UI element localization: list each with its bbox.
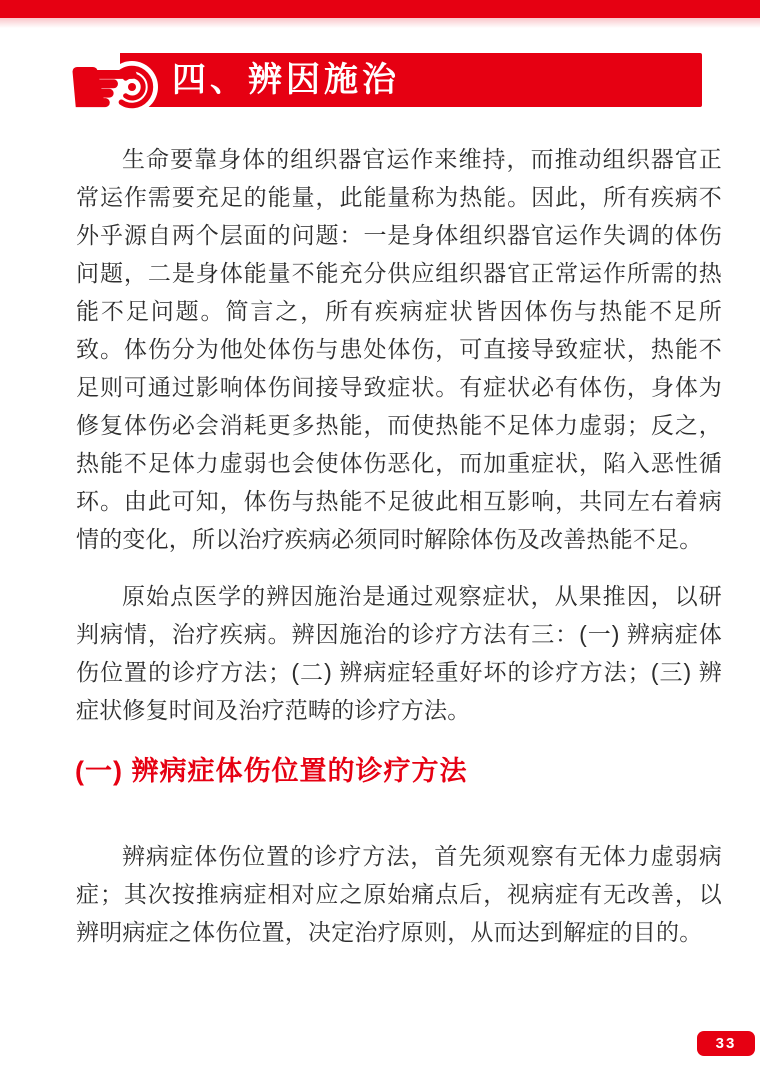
page-number: 33 (715, 1035, 737, 1052)
body-paragraph-2: 原始点医学的辨因施治是通过观察症状，从果推因，以研判病情，治疗疾病。辨因施治的诊疗方法有三：(一) 辨病症体伤位置的诊疗方法；(二) 辨病症轻重好坏的诊疗方法；(三) 辨症状修复时间及治疗范畴的诊疗方法。 (76, 583, 722, 723)
body-paragraph-1: 生命要靠身体的组织器官运作来维持，而推动组织器官正常运作需要充足的能量，此能量称为热能。因此，所有疾病不外乎源自两个层面的问题：一是身体组织器官运作失调的体伤问题，二是身体能量不能充分供应组织器官正常运作所需的热能不足问题。简言之，所有疾病症状皆因体伤与热能不足所致。体伤分为他处体伤与患处体伤，可直接导致症状，热能不足则可通过影响体伤间接导致症状。有症状必有体伤，身体为修复体伤必会消耗更多热能，而使热能不足体力虚弱；反之，热能不足体力虚弱也会使体伤恶化，而加重症状，陷入恶性循环。由此可知，体伤与热能不足彼此相互影响，共同左右着病情的变化，所以治疗疾病必须同时解除体伤及改善热能不足。 (76, 146, 722, 552)
chapter-banner (120, 53, 702, 107)
section-heading-1: (一) 辨病症体伤位置的诊疗方法 (75, 756, 468, 786)
body-paragraph-3: 辨病症体伤位置的诊疗方法，首先须观察有无体力虚弱病症；其次按推病症相对应之原始痛点后，视病症有无改善，以辨明病症之体伤位置，决定治疗原则，从而达到解症的目的。 (76, 843, 722, 945)
top-border-fade (0, 18, 760, 28)
pointing-hand-icon: ☛ (65, 35, 144, 138)
top-red-border (0, 0, 760, 18)
page-number-badge (697, 1031, 755, 1056)
chapter-title: 四、辨因施治 (172, 61, 400, 99)
